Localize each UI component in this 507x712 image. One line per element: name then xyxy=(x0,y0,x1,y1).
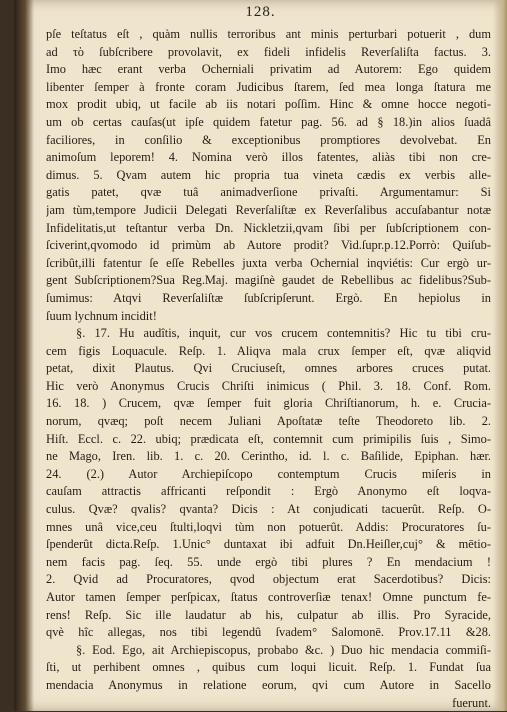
text-line: dimus. 5. Qvam autem hic propria tua vineta cædis ex verbis alle- xyxy=(46,167,491,182)
text-line: cem figis Loquacule. Reſp. 1. Aliqva mala crux ſemper eſt, qvæ aliqvid xyxy=(46,343,491,358)
text-line: 24. (2.) Autor Archiepiſcopo contemptum Crucis miſeris in xyxy=(46,466,491,481)
text-line: 2. Qvid ad Procuratores, qvod objectum erat Sacerdotibus? Dicis: xyxy=(46,572,491,587)
book-page xyxy=(14,0,507,711)
text-line: ad τὸ ſubſcribere provolavit, ex fideli infidelis Reverſaliſta factus. 3. xyxy=(46,44,491,59)
body-text xyxy=(46,26,491,712)
text-line: §. Eod. Ego, ait Archiepiscopus, probabo &c. ) Duo hic mendacia commiſi- xyxy=(76,642,491,657)
text-line: ne Mago, Iren. lib. 1. c. 20. Cerintho, id. l. c. Baſilide, Epiphan. hær. xyxy=(46,449,491,464)
text-line: gatis patet, qvæ tuâ animadverſione privaſti. Argumentamur: Si xyxy=(46,185,491,200)
text-line: gent Subſcriptionem?Sua Reg.Maj. magiſnè gaudet de Rebellibus ac fidelibus?Sub- xyxy=(46,273,491,288)
text-line: animoſum leporem! 4. Nomina verò illos fatentes, aliàs tibi non cre- xyxy=(46,150,491,165)
text-line: Hic verò Anonymus Crucis Chriſti inimicus ( Phil. 3. 18. Conf. Rom. xyxy=(46,378,491,393)
text-line: Autor tamen ſemper perſpicax, ſtatus controverſiæ tenax! Omne punctum fe- xyxy=(46,590,491,604)
text-line: ſuum lychnum incidit! xyxy=(46,308,157,323)
gutter-shadow xyxy=(14,0,34,711)
text-line: jam tùm,tempore Judicii Delegati Reverſaliſtæ ex Reverſalibus accuſabantur notæ xyxy=(46,202,491,217)
text-line: culus. Qvæ? qvalis? qvanta? Dicis : At conjudicati tacuerût. Reſp. O- xyxy=(46,502,491,517)
text-line: nem facis pag. ſeq. 55. unde ergò tibi plures ? En mendacium ! xyxy=(46,554,491,569)
text-line: ſti, ut perhibent omnes , quibus cum loqui licuit. Reſp. 1. Fundat ſua xyxy=(46,660,491,675)
text-line: §. 17. Hu audîtis, inquit, cur vos crucem contemnitis? Hic tu tibi cru- xyxy=(76,326,491,341)
text-line: ſumimus: Atqvi Reverſaliſtæ ſubſcripſerunt. Ergò. En hepiolus in xyxy=(46,290,491,305)
text-line: cauſam attractis affricanti reſpondit : Ergò Anonymo eſt loqva- xyxy=(46,484,491,499)
text-line: faciliores, in conſilio & exceptionibus promptiores devolvebat. En xyxy=(46,132,491,147)
text-line: Infidelitatis,ut teſtantur verba Dn. Nickletzii,qvam ſibi per ſubſcriptionem con- xyxy=(46,220,491,235)
page-number: 128. xyxy=(245,4,276,20)
text-line: Imo hæc erant verba Ocherniali privatim ad Autorem: Ego quidem xyxy=(46,62,491,77)
text-line: mendacia Anonymus in relatione eorum, qvi cum Autore in Sacello xyxy=(46,677,491,692)
text-line: mox prodit ubiq, ut facile ab iis notari poſſim. Hinc & omne hocce negoti- xyxy=(46,97,491,112)
text-line: fuerunt. xyxy=(452,695,491,710)
text-line: pſe teſtatus eſt , quàm nullis terroribus ant minis perturbari potuerit , dum xyxy=(46,27,491,41)
text-line: 16. 18. ) Crucem, qvæ ſemper fuit gloria Chriſtianorum, h. e. Crucia- xyxy=(46,396,491,411)
text-line: ſciverint,qvomodo id primùm ab Autore prodit? Vid.ſupr.p.12.Porrò: Quiſub- xyxy=(46,238,491,253)
text-line: Hiſt. Eccl. c. 22. ubiq; prædicata eſt, contemnit cum primipilis ſuis , Simo- xyxy=(46,431,491,446)
page-edge xyxy=(493,0,507,711)
text-line: mnes unâ vice,ceu ſtulti,loqvi tùm non potuerût. Addis: Procuratores ſu- xyxy=(46,519,491,534)
text-line: ſcribût,illi fatentur ſe eſſe Rebelles juxta verba Ochernial inqviétis: Cur ergò ur- xyxy=(46,255,491,270)
text-line: libenter ſemper à fronte coram Judicibus ſtarem, ſed mea longa ſtatura me xyxy=(46,79,491,94)
text-line: rens! Reſp. Sic ille laudatur ab his, culpatur ab illis. Pro Syracide, xyxy=(46,607,491,622)
text-line: norum, qvæq; poſt necem Juliani Apoſtatæ teſte Theodoreto lib. 2. xyxy=(46,414,491,429)
text-line: petat, dixit Plautus. Qvi Cruciuseſt, omnes arbores cruces putat. xyxy=(46,361,491,376)
text-line: um ob certas cauſas(ut ipſe quidem fatetur pag. 56. ad § 18.)in alios ſuadâ xyxy=(46,114,491,129)
text-line: qvè hîc allegas, nos tibi legendû ſvadem° Salomonē. Prov.17.11 &28. xyxy=(46,625,491,640)
text-line: ſpenderût dicta.Reſp. 1.Unic° duntaxat ibi adfuit Dn.Heiſler,cuj° & mētio- xyxy=(46,537,491,552)
